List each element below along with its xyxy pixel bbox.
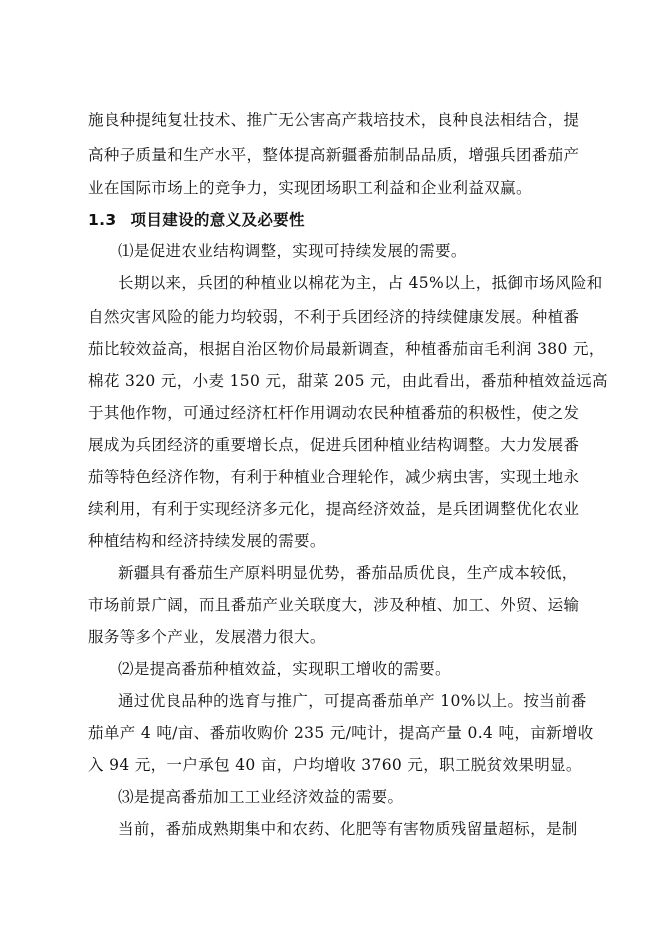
paragraph-line: 业在国际市场上的竞争力，实现团场职工利益和企业利益双赢。 <box>88 179 532 197</box>
paragraph-line: 于其他作物，可通过经济杠杆作用调动农民种植番茄的积极性，使之发 <box>88 404 580 422</box>
paragraph-line: 市场前景广阔，而且番茄产业关联度大，涉及种植、加工、外贸、运输 <box>88 596 580 614</box>
paragraph-line: ⑶是提高番茄加工工业经济效益的需要。 <box>118 788 404 806</box>
paragraph-line: 种植结构和经济持续发展的需要。 <box>88 532 326 550</box>
paragraph-line: ⑵是提高番茄种植效益，实现职工增收的需要。 <box>118 660 451 678</box>
paragraph-line: 续利用，有利于实现经济多元化，提高经济效益，是兵团调整优化农业 <box>88 500 580 518</box>
paragraph-line: 通过优良品种的选育与推广，可提高番茄单产 10%以上。按当前番 <box>118 692 587 710</box>
paragraph-line: 棉花 320 元，小麦 150 元，甜菜 205 元，由此看出，番茄种植效益远高 <box>88 372 608 390</box>
paragraph-line: 茄单产 4 吨/亩、番茄收购价 235 元/吨计，提高产量 0.4 吨，亩新增收 <box>88 724 594 742</box>
paragraph-line: 施良种提纯复壮技术、推广无公害高产栽培技术，良种良法相结合，提 <box>88 111 580 129</box>
paragraph-line: 服务等多个产业，发展潜力很大。 <box>88 628 326 646</box>
paragraph-line: 茄比较效益高，根据自治区物价局最新调查，种植番茄亩毛利润 380 元， <box>88 340 605 358</box>
section-title: 项目建设的意义及必要性 <box>130 211 305 229</box>
paragraph-line: 展成为兵团经济的重要增长点，促进兵团种植业结构调整。大力发展番 <box>88 436 580 454</box>
paragraph-line: 长期以来，兵团的种植业以棉花为主，占 45%以上，抵御市场风险和 <box>118 274 603 292</box>
section-number: 1.3 <box>88 211 117 229</box>
paragraph-line: 入 94 元，一户承包 40 亩，户均增收 3760 元，职工脱贫效果明显。 <box>88 756 582 774</box>
paragraph-line: 新疆具有番茄生产原料明显优势，番茄品质优良，生产成本较低， <box>118 564 578 582</box>
paragraph-line: 当前，番茄成熟期集中和农药、化肥等有害物质残留量超标，是制 <box>118 820 578 838</box>
paragraph-line: 高种子质量和生产水平，整体提高新疆番茄制品品质，增强兵团番茄产 <box>88 146 580 164</box>
paragraph-line: ⑴是促进农业结构调整，实现可持续发展的需要。 <box>118 242 467 260</box>
section-heading <box>88 210 305 230</box>
paragraph-line: 茄等特色经济作物，有利于种植业合理轮作，减少病虫害，实现土地永 <box>88 468 580 486</box>
paragraph-line: 自然灾害风险的能力均较弱，不利于兵团经济的持续健康发展。种植番 <box>88 308 580 326</box>
